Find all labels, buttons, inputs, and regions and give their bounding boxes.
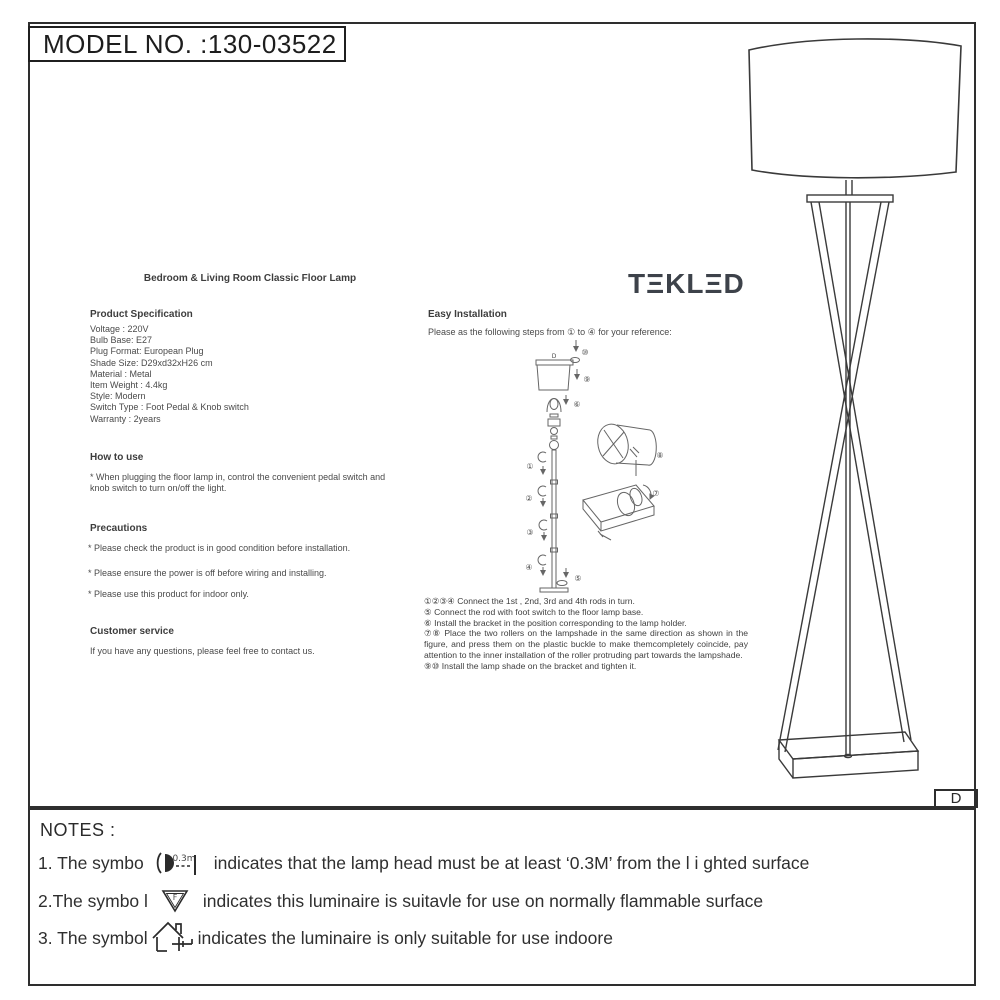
lamp-shade bbox=[749, 39, 961, 178]
precaution-line: * Please ensure the power is off before wiring and installing. bbox=[88, 568, 327, 578]
spec-line: Voltage : 220V bbox=[90, 324, 149, 334]
roller-back bbox=[628, 487, 644, 508]
spec-list bbox=[90, 324, 390, 425]
flammable-surface-f-icon bbox=[160, 888, 190, 914]
model-number: MODEL NO. :130-03522 bbox=[43, 28, 337, 59]
tekled-logo: TΞKLΞD bbox=[628, 268, 745, 299]
frame-leg bbox=[811, 202, 904, 742]
installation-steps bbox=[424, 596, 748, 672]
step-line: ⑥ Install the bracket in the position corresponding to the lamp holder. bbox=[424, 617, 687, 628]
spec-line: Plug Format: European Plug bbox=[90, 346, 204, 357]
diagram-shade bbox=[537, 365, 570, 390]
spec-line: Shade Size: D29xd32xH26 cm bbox=[90, 357, 213, 368]
distance-label: 0.3m bbox=[172, 854, 196, 864]
socket-part bbox=[551, 436, 557, 439]
shade-stub bbox=[846, 180, 852, 195]
how-to-use-text: * When plugging the floor lamp in, control the convenient pedal switch and knob switch to turn on/off the light. bbox=[90, 472, 386, 494]
diagram-shade-ring bbox=[536, 360, 573, 365]
center-rod bbox=[846, 202, 850, 756]
step-line: ①②③④ Connect the 1st , 2nd, 3rd and 4th rods in turn. bbox=[424, 596, 635, 606]
diagram-label-d: D bbox=[551, 353, 557, 360]
screw bbox=[598, 531, 611, 540]
frame-leg bbox=[785, 202, 889, 752]
c-clip bbox=[538, 555, 546, 565]
f-letter: F bbox=[172, 893, 178, 902]
step-line: ⑨⑩ Install the lamp shade on the bracket and tighten it. bbox=[424, 660, 637, 671]
foot-switch-ring bbox=[557, 581, 567, 586]
note-2 bbox=[38, 884, 763, 918]
diagram-label-9: ⑨ bbox=[583, 375, 591, 384]
precaution-line: * Please use this product for indoor only. bbox=[88, 589, 249, 599]
diagram-label-6: ⑥ bbox=[573, 400, 581, 409]
installation-diagram bbox=[420, 338, 690, 596]
socket-part bbox=[551, 428, 558, 435]
shade-body-line bbox=[648, 430, 656, 465]
diagram-label-5: ⑤ bbox=[574, 574, 582, 583]
step-line: ⑤ Connect the rod with foot switch to the floor lamp base. bbox=[424, 606, 644, 617]
rotate-arrow bbox=[643, 485, 651, 499]
revision-letter: D bbox=[950, 790, 962, 807]
model-number-box bbox=[28, 26, 346, 62]
diagram-label-4: ④ bbox=[525, 563, 533, 572]
note-3-text: indicates the luminaire is only suitable for use indoore bbox=[197, 927, 613, 948]
socket-part bbox=[550, 441, 559, 450]
spec-line: Bulb Base: E27 bbox=[90, 335, 153, 346]
note-2-text: indicates this luminaire is suitavle for use on normally flammable surface bbox=[202, 890, 764, 911]
step-line: ⑦⑧ Place the two rollers on the lampshade in the same direction as shown in the figure, and press them on the plastic buckle to make themcompletely coincide, pay attention to the inner installation of the roller protruding part towards the lampshade. bbox=[424, 628, 748, 660]
easy-installation-heading: Easy Installation bbox=[428, 309, 507, 320]
note-3 bbox=[38, 918, 613, 958]
bulb bbox=[550, 399, 558, 410]
base-top-face bbox=[583, 485, 654, 522]
how-to-use-heading: How to use bbox=[90, 452, 144, 463]
shade-body-line bbox=[616, 463, 648, 465]
diagram-label-2: ② bbox=[525, 494, 533, 503]
note-1-prefix: 1. The symbo bbox=[38, 852, 144, 873]
socket-part bbox=[550, 414, 558, 417]
customer-service-heading: Customer service bbox=[90, 626, 174, 637]
distance-0-3m-icon bbox=[153, 848, 203, 878]
customer-service-text: If you have any questions, please feel free to contact us. bbox=[90, 646, 315, 656]
c-clip bbox=[538, 486, 546, 496]
base-front-face bbox=[601, 506, 654, 531]
floor-lamp-drawing bbox=[735, 28, 975, 790]
frame-leg bbox=[819, 202, 911, 740]
spec-line: Item Weight : 4.4kg bbox=[90, 380, 168, 391]
c-clip bbox=[539, 520, 547, 530]
base-side-face bbox=[583, 500, 601, 531]
notes-heading: NOTES : bbox=[40, 820, 116, 840]
precautions-heading: Precautions bbox=[90, 523, 148, 534]
diagram-label-1: ① bbox=[526, 462, 534, 471]
spec-line: Warranty : 2years bbox=[90, 413, 161, 424]
spec-heading: Product Specification bbox=[90, 309, 193, 320]
product-title: Bedroom & Living Room Classic Floor Lamp bbox=[143, 273, 357, 284]
precaution-line: * Please check the product is in good condition before installation. bbox=[88, 543, 351, 553]
note-1-text: indicates that the lamp head must be at least ‘0.3M’ from the l i ghted surface bbox=[213, 852, 810, 873]
spec-line: Material : Metal bbox=[90, 368, 152, 379]
diagram-label-8: ⑧ bbox=[656, 451, 664, 460]
spec-line: Style: Modern bbox=[90, 391, 146, 402]
diagram-label-10: ⑩ bbox=[581, 348, 589, 357]
spec-line: Switch Type : Foot Pedal & Knob switch bbox=[90, 402, 249, 413]
c-clip bbox=[538, 452, 546, 462]
installation-intro: Please as the following steps from ① to ④ for your reference: bbox=[428, 327, 672, 337]
diagram-label-3: ③ bbox=[526, 528, 534, 537]
frame-top-bar bbox=[807, 195, 893, 202]
note-3-prefix: 3. The symbol bbox=[38, 927, 148, 948]
socket-part bbox=[548, 419, 560, 426]
revision-box bbox=[934, 789, 978, 808]
diagram-base-plate bbox=[540, 588, 568, 592]
indoor-use-house-icon bbox=[150, 919, 194, 957]
diagram-label-7: ⑦ bbox=[652, 489, 660, 498]
lamp-rod bbox=[552, 450, 556, 588]
base-front bbox=[793, 751, 918, 778]
roller-detail bbox=[630, 447, 639, 457]
note-1 bbox=[38, 846, 809, 880]
note-2-prefix: 2.The symbo l bbox=[38, 890, 148, 911]
shade-cross-line bbox=[603, 432, 624, 456]
